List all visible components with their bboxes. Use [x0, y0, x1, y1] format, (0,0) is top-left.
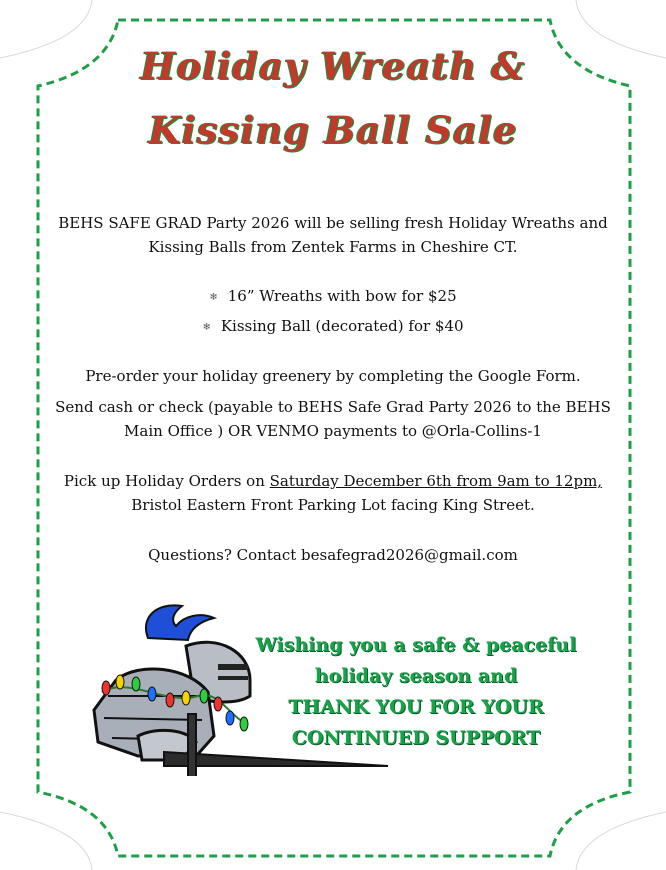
list-item-label: Kissing Ball (decorated) for $40: [220, 317, 464, 335]
payment-text: Send cash or check (payable to BEHS Safe Grad Party 2026 to the BEHS Main Office ) OR VENMO payments to @Orla-Collins-1: [55, 398, 611, 440]
snowflake-icon: ❄: [209, 292, 218, 303]
pickup-date: Saturday December 6th from 9am to 12pm,: [269, 472, 603, 490]
list-item-label: 16” Wreaths with bow for $25: [227, 287, 457, 305]
page-title-line-1: Holiday Wreath &: [140, 44, 526, 88]
thanks-line-1: Wishing you a safe & peaceful: [255, 634, 577, 656]
list-item: [0, 317, 666, 335]
list-item: [0, 287, 666, 305]
page-title-line-2: Kissing Ball Sale: [148, 108, 518, 152]
thanks-line-3: THANK YOU FOR YOUR: [288, 696, 544, 718]
thanks-line-2: holiday season and: [314, 665, 518, 687]
thanks-line-4: CONTINUED SUPPORT: [291, 727, 541, 749]
intro-paragraph: BEHS SAFE GRAD Party 2026 will be selling fresh Holiday Wreaths and Kissing Balls from Zentek Farms in Cheshire CT.: [58, 214, 608, 256]
snowflake-icon: ❄: [202, 322, 211, 333]
preorder-text: Pre-order your holiday greenery by completing the Google Form.: [85, 367, 581, 385]
pickup-prefix: Pick up Holiday Orders on: [63, 472, 270, 490]
pickup-location: Bristol Eastern Front Parking Lot facing King Street.: [131, 496, 535, 514]
pickup-text: [40, 469, 626, 517]
contact-text: Questions? Contact besafegrad2026@gmail.com: [148, 546, 518, 564]
